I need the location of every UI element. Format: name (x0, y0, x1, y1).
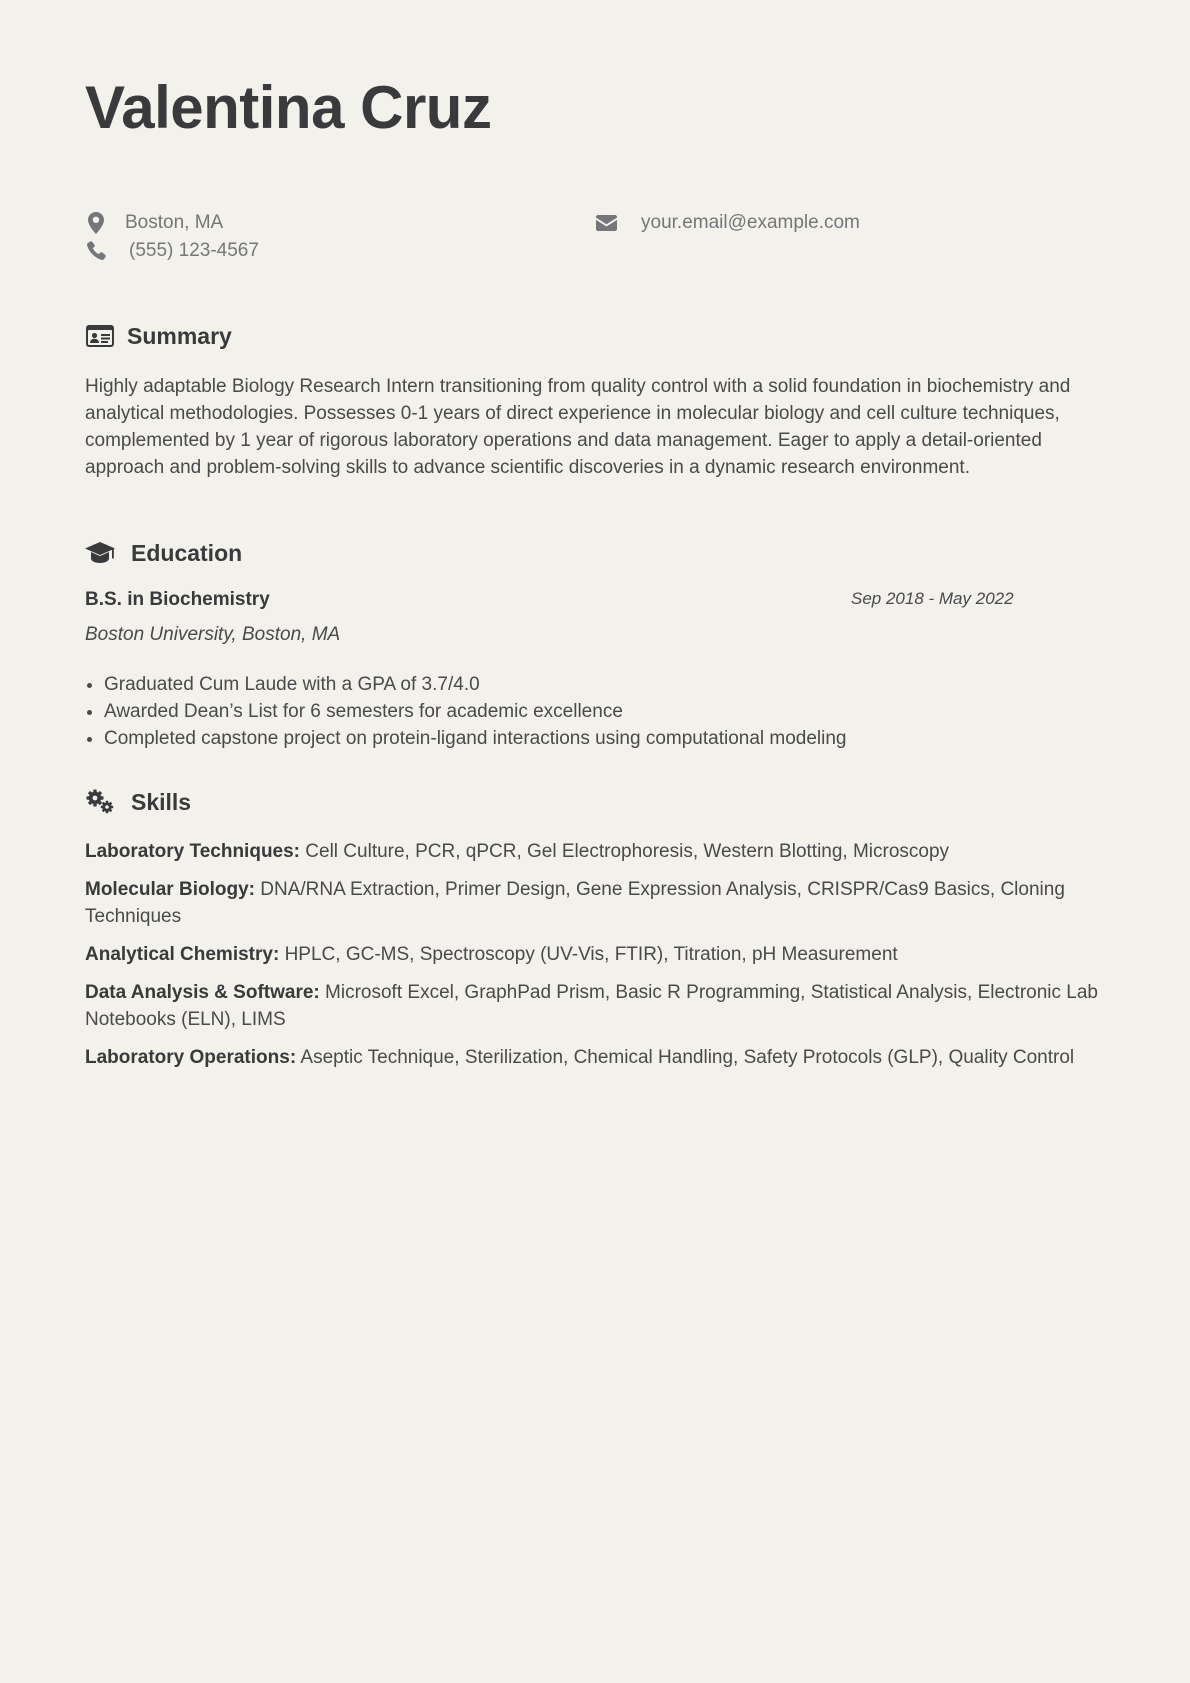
list-item: Graduated Cum Laude with a GPA of 3.7/4.0 (85, 671, 847, 698)
skill-category: Laboratory Operations: (85, 1047, 297, 1068)
contact-info (85, 209, 1105, 269)
skill-values: DNA/RNA Extraction, Primer Design, Gene Expression Analysis, CRISPR/Cas9 Basics, Cloning Techniques (85, 879, 1065, 927)
cogs-icon (85, 787, 115, 817)
phone-icon (85, 240, 107, 262)
graduation-cap-icon (85, 538, 115, 568)
summary-title: Summary (127, 322, 232, 349)
edu-dates: Sep 2018 - May 2022 (851, 589, 1014, 608)
summary-text: Highly adaptable Biology Research Intern transitioning from quality control with a solid foundation in biochemistry and analytical methodologies. Possesses 0-1 years of direct experience in molecular biology and cell culture techniques, complemented by 1 year of rigorous laboratory operations and data management. Eager to apply a detail-oriented approach and problem-solving skills to advance scientific discoveries in a dynamic research environment. (85, 376, 1071, 478)
skill-values: Aseptic Technique, Sterilization, Chemical Handling, Safety Protocols (GLP), Quality Control (300, 1047, 1075, 1068)
map-marker-icon (85, 212, 107, 234)
skill-row (85, 876, 1110, 930)
education-title: Education (131, 539, 243, 566)
skill-category: Laboratory Techniques: (85, 841, 301, 862)
edu-bullet-list (85, 671, 847, 752)
skill-category: Data Analysis & Software: (85, 982, 320, 1003)
skill-row (85, 941, 1110, 968)
summary-heading (85, 319, 232, 353)
skill-row (85, 979, 1110, 1033)
skill-category: Molecular Biology: (85, 879, 255, 900)
skills-title: Skills (131, 788, 192, 815)
edu-degree: B.S. in Biochemistry (85, 589, 270, 610)
phone-text: (555) 123-4567 (129, 240, 259, 261)
resume-name: Valentina Cruz (85, 74, 492, 141)
id-card-icon (85, 321, 115, 351)
contact-location (85, 209, 223, 237)
skill-values: HPLC, GC-MS, Spectroscopy (UV-Vis, FTIR), Titration, pH Measurement (284, 944, 898, 965)
skill-row (85, 838, 1110, 865)
location-text: Boston, MA (125, 212, 224, 233)
contact-email[interactable] (595, 209, 860, 237)
education-heading (85, 536, 242, 570)
skill-category: Analytical Chemistry: (85, 944, 280, 965)
skill-values: Cell Culture, PCR, qPCR, Gel Electrophoresis, Western Blotting, Microscopy (305, 841, 950, 862)
list-item: Awarded Dean’s List for 6 semesters for academic excellence (85, 698, 847, 725)
email-text[interactable]: your.email@example.com (641, 212, 860, 233)
skill-row (85, 1044, 1110, 1071)
contact-phone (85, 237, 259, 265)
skill-values: Microsoft Excel, GraphPad Prism, Basic R Programming, Statistical Analysis, Electronic Lab Notebooks (ELN), LIMS (85, 982, 1098, 1030)
envelope-icon (595, 212, 617, 234)
skills-list (85, 838, 1110, 1082)
list-item: Completed capstone project on protein-ligand interactions using computational modeling (85, 725, 847, 752)
skills-heading (85, 785, 191, 819)
edu-school: Boston University, Boston, MA (85, 624, 341, 645)
